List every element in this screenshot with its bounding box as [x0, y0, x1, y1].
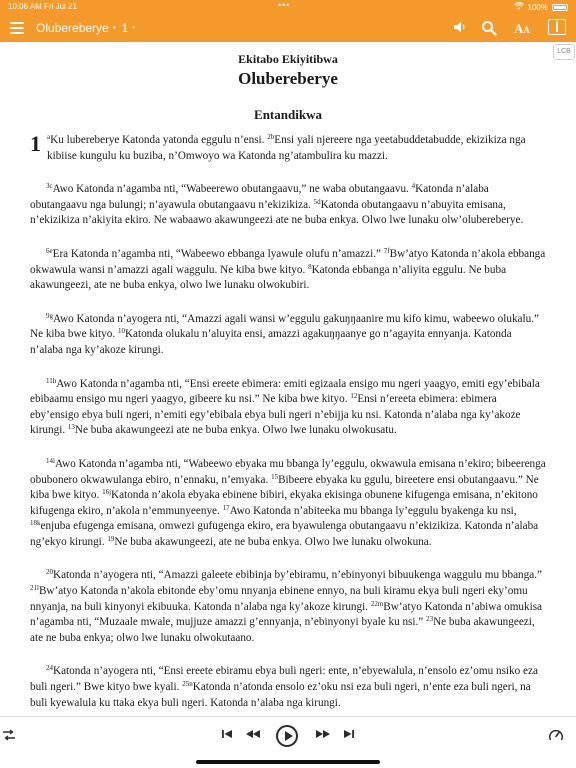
- verse-text: Bibeere ebyaka ku ggulu, bireetere ensi obutangaavu.” Ne kiba bwe kityo.: [30, 473, 539, 502]
- parallel-view-icon[interactable]: [548, 19, 566, 35]
- verse-paragraph: [30, 664, 546, 711]
- verse-paragraph: [30, 568, 546, 646]
- verse-text: Bw’atyo Katonda n’abiwa omukisa n’agamba nti, “Muzaale mwale, mujjuze amazzi g’ennyanja, n’ebinyonyi byale ku nsi.”: [30, 600, 543, 629]
- verse-text: Ne buba akawungeezi, ate ne buba enkya; olwo lwe lunaku olwokutaano.: [30, 616, 535, 644]
- verse-number: 18: [30, 519, 37, 528]
- footnote-marker[interactable]: h: [52, 376, 57, 385]
- verse-number: 15: [271, 472, 279, 481]
- verse-text: Ku lubereberye Katonda yatonda eggulu n’ensi.: [50, 134, 268, 146]
- verse-text: Katonda n’akola ebyaka ebinene bibiri, ekyaka ekisinga obunene kifugenga emisana, n’ekitono kifugenga ekiro, n’akola n’emmunyeenye.: [30, 489, 538, 517]
- verse-number: 4: [411, 182, 416, 191]
- chapter-number: 1: [30, 131, 41, 156]
- verse-text: Awo Katonda n’agamba nti, “Wabeewo ebyaka mu bbanga ly’eggulu, okwawula emisana n’ekiro; bibeerenga obubonero okwawulanga ebiro, n’ennaku, n’emyaka.: [30, 457, 546, 486]
- verse-number: 9: [46, 311, 50, 320]
- wifi-icon: [514, 2, 524, 12]
- verse-paragraph: [30, 377, 546, 439]
- verse-number: 13: [67, 423, 75, 432]
- verse-text: Ensi yali njereere nga yeetabuddetabudde, ekizikiza nga kibiise kungulu ku buziba, n’Omwoyo wa Katonda ng’atambulira ku mazzi.: [47, 134, 526, 162]
- section-heading: Entandikwa: [254, 107, 322, 122]
- font-size-icon[interactable]: AA: [514, 21, 530, 36]
- version-badge[interactable]: LCB: [553, 44, 575, 60]
- verse-text: Awo Katonda n’agamba nti, “Wabeerewo obutangaavu,” ne waba obutangaavu.: [52, 183, 412, 196]
- verse-number: 19: [107, 534, 115, 543]
- footnote-marker[interactable]: l: [37, 584, 39, 593]
- footnote-marker[interactable]: n: [189, 680, 193, 689]
- verse-number: 20: [46, 568, 53, 577]
- verse-number: 14: [46, 456, 53, 465]
- battery-percent: 100%: [527, 2, 548, 12]
- verse-text: Katonda obutangaavu n’abuyita emisana, n’ekizikiza n’akiyita ekiro. Ne wabaawo akawungeezi ate ne buba enkya. Olwo lwe lunaku olw’olubereberye.: [30, 198, 524, 227]
- verse-text: Katonda n’ayogera nti, “Ensi ereete ebiramu ebya buli ngeri: ente, n’ebyewalula, n’ensolo ez’omu nsiko eza buli ngeri.” Bwe kityo bwe kyali.: [30, 665, 538, 694]
- status-time-date: 10:06 AM Fri Jul 21: [8, 2, 77, 11]
- paragraphs: [30, 133, 546, 768]
- footnote-marker[interactable]: f: [387, 246, 390, 255]
- status-bar: [0, 0, 576, 14]
- verse-text: Ensi n’ereeta ebimera: ebimera eby’ensigo ebya buli ngeri, n’emiti egy’ebibala ebya buli ngeri n’ebijja ku nsi. Katonda n’alaba nga ky’akoze kirungi.: [30, 393, 521, 437]
- footnote-marker[interactable]: c: [49, 182, 53, 191]
- verse-number: 7: [383, 246, 388, 255]
- verse-number: 25: [182, 680, 190, 689]
- battery-icon: [552, 4, 568, 11]
- verse-text: Katonda n’alaba obutangaavu nga bulungi; n’ayawula obutangaavu n’ekizikiza.: [30, 183, 489, 211]
- footnote-marker[interactable]: d: [317, 197, 321, 206]
- verse[interactable]: [46, 569, 542, 581]
- verse-text: Bw’atyo Katonda n’akola ebbanga okwawula wansi n’amazzi agali waggulu. Ne kiba bwe kityo.: [30, 247, 546, 276]
- verse[interactable]: [46, 248, 384, 260]
- book-chapter-selector[interactable]: [36, 21, 139, 35]
- playback-speed-icon[interactable]: [548, 728, 564, 746]
- verse-text: Katonda n’ayogera nti, “Amazzi galeete ebibinja by’ebiramu, n’ebinyonyi bibuukenga waggulu mu bbanga.”: [53, 569, 542, 582]
- verse-paragraph: [30, 182, 546, 229]
- verse-text: Era Katonda n’agamba nti, “Wabeewo ebbanga lyawule olufu n’amazzi.”: [52, 247, 384, 260]
- footnote-marker[interactable]: k: [37, 519, 41, 528]
- previous-chapter-icon[interactable]: [220, 728, 234, 746]
- footnote-marker[interactable]: a: [47, 133, 51, 141]
- footnote-marker[interactable]: b: [270, 133, 275, 141]
- verse-number: 16: [102, 488, 110, 497]
- verse-paragraph: [30, 457, 546, 551]
- verse-number: 23: [426, 615, 434, 624]
- verse-text: Katonda n’atonda ensolo ez’oku nsi eza buli ngeri, n’ente eza buli ngeri, na buli kyewalula ku ttaka ekya buli ngeri. Katonda n’alaba nga kirungi.: [30, 681, 531, 709]
- verse-number: 24: [46, 664, 53, 673]
- verse-number: 17: [222, 503, 230, 512]
- verse-number: 10: [117, 327, 125, 336]
- verse-text: Awo Katonda n’abiteeka mu bbanga ly’eggulu byakenga ku nsi,: [229, 504, 517, 517]
- search-icon[interactable]: [481, 20, 499, 36]
- verse-text: Awo Katonda n’agamba nti, “Ensi ereete ebimera: emiti egizaala ensigo mu ngeri yaagyo, emiti egy’ebibala ebibaamu ensigo mu ngeri yaagyo, gibeere ku nsi.” Ne kiba bwe kityo.: [30, 377, 540, 406]
- verse-text: Katonda olukalu n’aluyita ensi, amazzi agakuŋŋaanye go n’agayita ennyanja. Katonda n’alaba nga ky’akoze kirungi.: [30, 328, 512, 356]
- verse-number: 21: [30, 584, 37, 593]
- shuffle-icon[interactable]: [2, 728, 16, 746]
- verse[interactable]: [223, 505, 517, 517]
- verse-number: 2: [267, 133, 271, 141]
- play-icon[interactable]: [276, 725, 298, 747]
- scripture-content: [30, 52, 546, 768]
- book-selector[interactable]: Olubereberye: [36, 21, 109, 35]
- verse-text: Ne buba akawungeezi, ate ne buba enkya. Olwo lwe lunaku olwokuna.: [114, 535, 432, 548]
- footnote-marker[interactable]: g: [49, 311, 53, 320]
- verse-number: 8: [308, 262, 312, 271]
- verse[interactable]: [107, 536, 431, 548]
- verse-text: Awo Katonda n’ayogera nti, “Amazzi agali wansi w’eggulu gakuŋŋaanire mu kifo kimu, wabeewo olukalu.” Ne kiba bwe kityo.: [30, 312, 539, 341]
- chapter-selector[interactable]: 1: [121, 21, 129, 35]
- verse-paragraph: [30, 312, 546, 359]
- multitasking-dots-icon[interactable]: •••: [278, 0, 291, 10]
- verse-number: 5: [313, 197, 318, 206]
- verse[interactable]: [68, 424, 397, 436]
- footnote-marker[interactable]: e: [49, 246, 53, 255]
- verse-number: 11: [46, 376, 53, 385]
- rewind-icon[interactable]: [244, 728, 262, 746]
- menu-icon[interactable]: [10, 22, 24, 34]
- home-indicator[interactable]: [196, 760, 380, 764]
- verse-text: Bw’atyo Katonda n’akola ebitonde eby’omu nnyanja ebinene ennyo, na buli kiramu ekya buli ngeri eky’omu nnyanja, na buli kinyonyi ekibuuka. Katonda n’alaba nga ky’akoze kirungi.: [30, 585, 528, 613]
- verse-text: Ne buba akawungeezi ate ne buba enkya. Olwo lwe lunaku olwokusatu.: [74, 424, 397, 437]
- footnote-marker[interactable]: i: [53, 456, 55, 465]
- footnote-marker[interactable]: j: [109, 488, 112, 497]
- verse-number: 12: [350, 392, 358, 401]
- next-chapter-icon[interactable]: [342, 728, 356, 746]
- verse[interactable]: [47, 134, 267, 146]
- forward-icon[interactable]: [314, 728, 332, 746]
- dropdown-dot-icon: •: [132, 23, 136, 32]
- separator-dot-icon: •: [112, 23, 116, 32]
- verse-number: 6: [46, 246, 50, 255]
- verse-number: 3: [46, 182, 50, 191]
- app-header: [0, 14, 576, 42]
- speaker-icon[interactable]: [452, 20, 470, 36]
- verse-paragraph: [30, 247, 546, 294]
- book-subtitle: Ekitabo Ekiyitibwa: [238, 52, 338, 66]
- footnote-marker[interactable]: m: [377, 599, 384, 608]
- verse-text: enjuba efugenga emisana, omwezi gufugenga ekiro, era byawulenga obutangaavu n’ekizikiza. Katonda n’alaba ng’ekyo kirungi.: [30, 520, 539, 548]
- verse-number: 22: [370, 599, 378, 608]
- verse-text: Katonda ebbanga n’aliyita eggulu. Ne buba akawungeezi, ate ne buba enkya, olwo lwe lunaku olwokubiri.: [30, 263, 507, 292]
- verse-paragraph: [30, 133, 546, 164]
- book-title: Olubereberye: [238, 69, 338, 88]
- status-right: [514, 2, 568, 12]
- verse[interactable]: [46, 183, 412, 195]
